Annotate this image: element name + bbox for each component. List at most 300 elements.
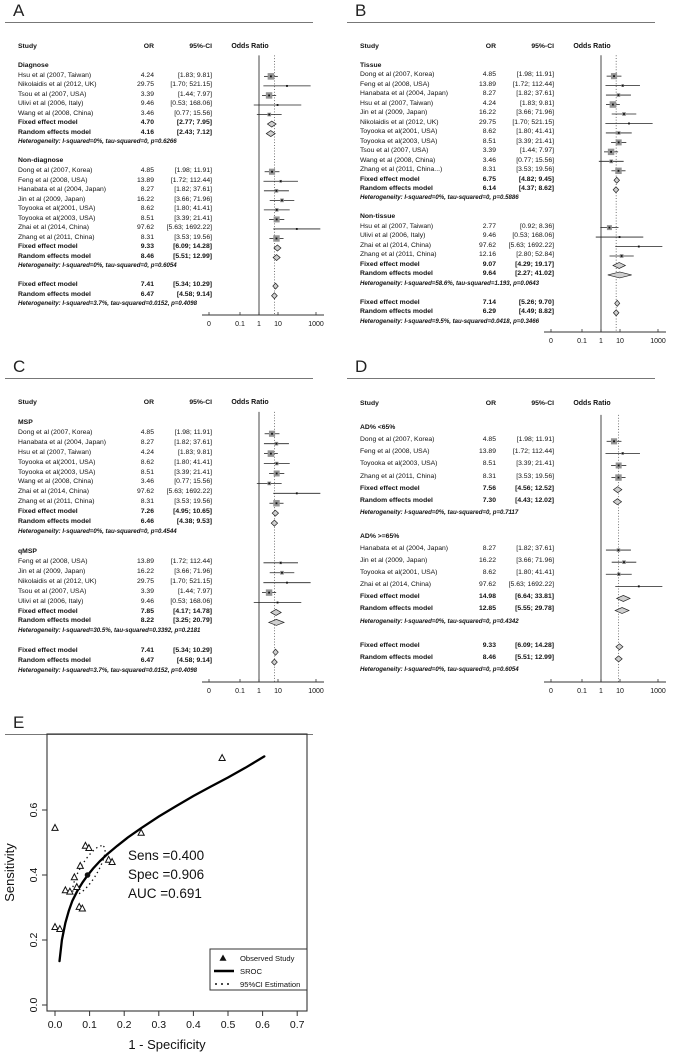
forest-panel-c — [0, 356, 342, 712]
forest-panel-a — [0, 0, 342, 356]
ci-value: [6.64; 33.81] — [515, 593, 554, 601]
summary-diamond — [608, 272, 632, 278]
or-value: 3.39 — [482, 147, 496, 155]
heterogeneity-note: Heterogeneity: I-squared=0%, tau-squared=0, p=0.7117 — [360, 508, 519, 516]
summary-diamond — [271, 520, 277, 526]
ci-value: [1.83; 9.81] — [177, 448, 212, 456]
forest-plot-area — [202, 42, 334, 337]
study-point — [277, 602, 279, 604]
group-label: Tissue — [360, 61, 382, 69]
axis-tick-label: 0.1 — [235, 321, 245, 328]
study-point — [612, 104, 614, 106]
study-point — [268, 114, 270, 116]
col-header-ci: 95%-CI — [189, 43, 212, 50]
col-header-study: Study — [18, 399, 37, 406]
study-label: Fixed effect model — [360, 484, 420, 492]
col-header-or: OR — [485, 400, 496, 407]
ci-value: [1.70; 521.15] — [170, 81, 212, 89]
study-point — [276, 443, 278, 445]
sroc-panel-e — [0, 712, 400, 1060]
study-label: Random effects model — [18, 252, 91, 260]
or-value: 8.51 — [140, 468, 154, 476]
forest-plot-area — [544, 42, 676, 354]
or-value: 6.46 — [140, 518, 154, 526]
heterogeneity-note: Heterogeneity: I-squared=0%, tau-squared=0, p=0.5886 — [360, 194, 519, 202]
axis-tick-label: 0.1 — [577, 338, 587, 345]
axis-tick-label: 10 — [616, 338, 624, 345]
summary-diamond — [273, 649, 278, 655]
study-label: Toyooka et al(2003, USA) — [360, 460, 438, 468]
group-label: Non-diagnose — [18, 157, 64, 165]
or-value: 29.75 — [136, 577, 154, 585]
study-label: Hanabata et al (2004, Japan) — [18, 186, 107, 194]
ci-value: [3.39; 21.41] — [516, 460, 554, 468]
ci-value: [3.39; 21.41] — [174, 214, 212, 222]
observed-study-point — [52, 924, 58, 930]
study-point — [286, 582, 288, 584]
heterogeneity-note: Heterogeneity: I-squared=3.7%, tau-squared=0.0152, p=0.4098 — [18, 300, 197, 308]
ci-value: [4.58; 9.14] — [176, 290, 212, 298]
col-header-ci: 95%-CI — [531, 43, 554, 50]
ci-value: [1.80; 41.41] — [516, 128, 554, 136]
or-value: 29.75 — [136, 81, 154, 89]
legend-dots-icon — [215, 983, 217, 985]
y-tick-label: 0.0 — [28, 997, 40, 1013]
study-point — [618, 573, 620, 575]
group-label: Non-tissue — [360, 213, 396, 221]
ci-value: [1.72; 112.44] — [512, 448, 554, 456]
or-value: 8.51 — [140, 214, 154, 222]
study-label: Dong et al (2007, Korea) — [360, 71, 435, 79]
ci-value: [1.98; 11.91] — [516, 436, 554, 444]
study-label: Jin et al (2009, Japan) — [18, 195, 86, 203]
ci-value: [4.49; 8.82] — [518, 308, 554, 316]
or-value: 16.22 — [478, 557, 496, 565]
or-value: 6.75 — [482, 175, 496, 183]
col-header-study: Study — [360, 400, 379, 407]
axis-tick-label: 1 — [257, 321, 261, 328]
ci-value: [4.56; 12.52] — [515, 484, 554, 492]
ci-value: [3.66; 71.96] — [174, 567, 212, 575]
or-value: 3.39 — [140, 90, 154, 98]
panel-e-letter: E — [13, 713, 25, 732]
ci-value: [1.70; 521.15] — [512, 118, 554, 126]
heterogeneity-note: Heterogeneity: I-squared=0%, tau-squared=0, p=0.6054 — [18, 262, 177, 270]
axis-tick-label: 1000 — [308, 688, 324, 695]
ci-value: [1.98; 11.91] — [174, 166, 212, 174]
ci-value: [5.34; 10.29] — [173, 281, 212, 289]
x-tick-label: 0.0 — [47, 1019, 63, 1031]
stats-annotation: Spec =0.906 — [128, 867, 205, 882]
study-label: Toyooka et al(2001, USA) — [18, 458, 96, 466]
x-tick-label: 0.6 — [255, 1019, 270, 1031]
study-label: Fixed effect model — [18, 119, 78, 127]
study-label: Nikolaidis et al (2012, UK) — [18, 577, 97, 585]
or-value: 8.27 — [482, 545, 496, 553]
study-point — [268, 592, 270, 594]
ci-value: [1.82; 37.61] — [174, 438, 212, 446]
study-label: Wang et al (2008, China) — [18, 478, 94, 486]
ci-value: [1.82; 37.61] — [516, 545, 554, 553]
or-value: 4.85 — [482, 71, 496, 79]
or-value: 97.62 — [478, 581, 496, 589]
or-value: 8.31 — [482, 166, 496, 174]
panel-d-letter: D — [355, 357, 368, 376]
study-label: Feng et al (2008, USA) — [360, 448, 430, 456]
or-value: 8.31 — [140, 233, 154, 241]
summary-diamond — [613, 499, 621, 505]
or-value: 4.85 — [140, 166, 154, 174]
or-value: 13.89 — [136, 176, 154, 184]
or-value: 13.89 — [478, 448, 496, 456]
study-label: Hsu et al (2007, Taiwan) — [360, 99, 434, 107]
or-value: 97.62 — [136, 224, 154, 232]
study-label: Fixed effect model — [18, 281, 78, 289]
x-tick-label: 0.2 — [116, 1019, 132, 1031]
or-value: 3.46 — [140, 478, 154, 486]
ci-value: [4.58; 9.14] — [176, 657, 212, 665]
study-label: Hanabata et al (2004, Japan) — [360, 90, 449, 98]
ci-value: [6.09; 14.28] — [173, 243, 212, 251]
or-value: 4.85 — [482, 436, 496, 444]
axis-tick-label: 10 — [274, 688, 282, 695]
study-point — [276, 463, 278, 465]
ci-value: [4.38; 9.53] — [176, 518, 212, 526]
or-value: 14.98 — [478, 593, 496, 601]
study-label: Zhai et al (2014, China) — [360, 241, 432, 249]
axis-tick-label: 0.1 — [235, 688, 245, 695]
study-label: Fixed effect model — [360, 593, 420, 601]
or-value: 4.16 — [140, 128, 154, 136]
summary-diamond — [273, 283, 278, 289]
study-point — [296, 228, 298, 230]
study-label: Tsou et al (2007, USA) — [360, 147, 429, 155]
or-value: 9.46 — [140, 597, 154, 605]
or-value: 9.64 — [482, 270, 496, 278]
panel-e-plot — [0, 712, 400, 1060]
study-label: Random effects model — [18, 518, 91, 526]
study-label: Random effects model — [18, 290, 91, 298]
or-value: 9.46 — [140, 100, 154, 108]
study-point — [276, 238, 278, 240]
axis-tick-label: 1 — [599, 688, 603, 695]
or-value: 7.41 — [140, 647, 154, 655]
ci-value: [5.63; 1692.22] — [166, 224, 212, 232]
ci-value: [3.66; 71.96] — [516, 557, 554, 565]
study-label: Hanabata et al (2004, Japan) — [360, 545, 449, 553]
or-value: 7.14 — [482, 298, 496, 306]
heterogeneity-note: Heterogeneity: I-squared=58.6%, tau-squared=1.193, p=0.0643 — [360, 279, 539, 287]
study-point — [609, 227, 611, 229]
ci-value: [4.37; 8.62] — [518, 185, 554, 192]
study-point — [610, 151, 612, 153]
axis-tick-label: 0 — [207, 688, 211, 695]
study-label: Toyooka et al(2001, USA) — [18, 205, 96, 213]
study-label: Ulivi et al (2006, Italy) — [360, 232, 426, 240]
or-value: 8.51 — [482, 137, 496, 145]
ci-value: [3.39; 21.41] — [174, 468, 212, 476]
ci-value: [1.82; 37.61] — [516, 90, 554, 98]
study-point — [268, 482, 270, 484]
ci-value: [0.53; 168.06] — [170, 100, 212, 108]
study-point — [638, 585, 640, 587]
or-value: 6.29 — [482, 308, 496, 316]
study-label: Toyooka et al(2003, USA) — [18, 468, 96, 476]
or-value: 9.46 — [482, 232, 496, 240]
ci-value: [1.82; 37.61] — [174, 186, 212, 194]
summary-diamond — [272, 293, 278, 299]
study-label: Hsu et al (2007, Taiwan) — [18, 448, 92, 456]
panel-c-letter: C — [13, 357, 26, 376]
ci-value: [4.95; 10.65] — [173, 508, 212, 516]
group-label: AD% <65% — [360, 424, 396, 432]
ci-value: [6.09; 14.28] — [515, 641, 554, 649]
ci-value: [4.82; 9.45] — [518, 175, 554, 183]
study-point — [268, 95, 270, 97]
legend-dots-icon — [221, 983, 223, 985]
study-label: Fixed effect model — [18, 243, 78, 251]
stats-annotation: Sens =0.400 — [128, 848, 205, 863]
summary-diamond — [614, 487, 622, 493]
forest-plot-area — [544, 398, 676, 704]
group-label: Diagnose — [18, 62, 49, 70]
study-point — [270, 453, 272, 455]
study-label: Feng et al (2008, USA) — [360, 80, 430, 88]
observed-study-point — [71, 874, 77, 880]
study-label: Ulivi et al (2006, Italy) — [18, 100, 84, 108]
group-label: qMSP — [18, 547, 37, 555]
study-label: Random effects model — [360, 605, 433, 613]
ci-value: [5.63; 1692.22] — [508, 581, 554, 589]
summary-diamond — [616, 644, 623, 650]
x-tick-label: 0.5 — [220, 1019, 236, 1031]
study-point — [276, 473, 278, 475]
axis-tick-label: 0.1 — [577, 688, 587, 695]
study-label: Zhai et al (2014, China) — [360, 581, 432, 589]
or-value: 13.89 — [478, 80, 496, 88]
ci-value: [1.80; 41.41] — [174, 458, 212, 466]
or-value: 8.27 — [140, 438, 154, 446]
study-point — [271, 171, 273, 173]
study-label: Ulivi et al (2006, Italy) — [18, 597, 84, 605]
study-label: Random effects model — [18, 617, 91, 625]
or-value: 13.89 — [136, 557, 154, 565]
axis-tick-label: 0 — [207, 321, 211, 328]
study-label: Feng et al (2008, USA) — [18, 557, 88, 565]
study-label: Zhang et al (2011, China) — [18, 498, 95, 506]
summary-diamond — [271, 609, 281, 615]
or-value: 29.75 — [478, 118, 496, 126]
summary-diamond — [272, 659, 278, 665]
study-label: Wang et al (2008, China) — [360, 156, 436, 164]
col-header-or: OR — [143, 43, 154, 50]
or-value: 3.46 — [482, 156, 496, 164]
study-label: Jin et al (2009, Japan) — [360, 557, 428, 565]
summary-diamond — [272, 510, 278, 516]
ci-value: [1.72; 112.44] — [170, 557, 212, 565]
axis-tick-label: 10 — [616, 688, 624, 695]
study-point — [623, 113, 625, 115]
study-label: Fixed effect model — [18, 607, 78, 615]
study-point — [270, 75, 272, 77]
study-point — [618, 142, 620, 144]
or-value: 8.31 — [482, 472, 496, 480]
or-value: 8.62 — [140, 205, 154, 213]
heterogeneity-note: Heterogeneity: I-squared=0%, tau-squared=0, p=0.4544 — [18, 528, 177, 536]
study-point — [623, 561, 625, 563]
study-point — [618, 170, 620, 172]
study-label: Wang et al (2008, China) — [18, 109, 94, 117]
observed-study-point — [219, 755, 225, 761]
col-header-study: Study — [360, 43, 379, 50]
ci-value: [3.53; 19.56] — [516, 166, 554, 174]
ci-value: [0.77; 15.56] — [174, 478, 212, 486]
axis-tick-label: 0 — [549, 338, 553, 345]
or-value: 7.56 — [482, 484, 496, 492]
study-label: Dong et al (2007, Korea) — [360, 436, 435, 444]
heterogeneity-note: Heterogeneity: I-squared=9.5%, tau-squared=0.0418, p=0.3466 — [360, 317, 539, 325]
or-value: 97.62 — [478, 241, 496, 249]
study-label: Jin et al (2009, Japan) — [18, 567, 86, 575]
study-label: Hsu et al (2007, Taiwan) — [360, 222, 434, 230]
study-label: Nikolaidis et al (2012, UK) — [360, 118, 439, 126]
y-axis-title: Sensitivity — [2, 843, 17, 902]
study-label: Hsu et al (2007, Taiwan) — [18, 71, 92, 79]
ci-value: [5.63; 1692.22] — [166, 488, 212, 496]
or-value: 6.14 — [482, 185, 496, 192]
summary-diamond — [613, 187, 619, 193]
ci-value: [1.80; 41.41] — [516, 569, 554, 577]
study-label: Random effects model — [360, 270, 433, 278]
study-point — [618, 549, 620, 551]
or-value: 16.22 — [478, 109, 496, 117]
study-label: Tsou et al (2007, USA) — [18, 90, 87, 98]
study-label: Fixed effect model — [360, 641, 420, 649]
ci-value: [5.55; 29.78] — [515, 605, 554, 613]
study-label: Fixed effect model — [18, 508, 78, 516]
study-point — [286, 85, 288, 87]
study-point — [622, 85, 624, 87]
or-value: 6.47 — [140, 657, 154, 665]
study-label: Fixed effect model — [360, 260, 420, 268]
ci-value: [0.92; 8.36] — [519, 222, 554, 230]
study-label: Zhang et al (2011, China) — [360, 472, 437, 480]
legend-label: 95%CI Estimation — [240, 979, 301, 989]
study-label: Dong et al (2007, Korea) — [18, 166, 93, 174]
study-point — [621, 255, 623, 257]
ci-value: [3.25; 20.79] — [173, 617, 212, 625]
ci-value: [2.43; 7.12] — [176, 128, 212, 136]
summary-diamond — [613, 310, 619, 316]
study-point — [618, 132, 620, 134]
study-label: Zhang et al (2011, China) — [18, 233, 95, 241]
ci-value: [5.63; 1692.22] — [508, 241, 554, 249]
forest-panel-d — [342, 356, 684, 712]
ci-value: [4.43; 12.02] — [515, 496, 554, 504]
plot-column-header: Odds Ratio — [231, 43, 269, 50]
or-value: 7.41 — [140, 281, 154, 289]
study-label: Zhai et al (2014, China) — [18, 224, 90, 232]
plot-column-header: Odds Ratio — [573, 43, 611, 50]
summary-diamond — [615, 300, 620, 306]
or-value: 4.24 — [140, 71, 154, 79]
study-point — [619, 236, 621, 238]
or-value: 2.77 — [482, 222, 496, 230]
study-point — [613, 440, 615, 442]
plot-column-header: Odds Ratio — [231, 399, 269, 406]
summary-diamond — [266, 131, 275, 137]
x-tick-label: 0.3 — [151, 1019, 167, 1031]
or-value: 8.27 — [140, 186, 154, 194]
study-label: Fixed effect model — [360, 175, 420, 183]
study-point — [618, 465, 620, 467]
ci-value: [1.83; 9.81] — [177, 71, 212, 79]
study-point — [628, 123, 630, 125]
or-value: 6.47 — [140, 290, 154, 298]
ci-value: [1.80; 41.41] — [174, 205, 212, 213]
study-label: Toyooka et al(2003, USA) — [18, 214, 96, 222]
col-header-ci: 95%-CI — [189, 399, 212, 406]
study-label: Toyooka et al(2001, USA) — [360, 128, 438, 136]
summary-operating-point — [85, 872, 91, 878]
summary-diamond — [615, 608, 629, 614]
study-point — [296, 492, 298, 494]
or-value: 8.62 — [482, 569, 496, 577]
or-value: 3.39 — [140, 587, 154, 595]
observed-study-point — [52, 824, 58, 830]
ci-value: [4.29; 19.17] — [515, 260, 554, 268]
panel-b-plot — [342, 0, 684, 356]
x-tick-label: 0.7 — [289, 1019, 305, 1031]
study-point — [281, 572, 283, 574]
forest-panel-b — [342, 0, 684, 356]
ci-value: [3.39; 21.41] — [516, 137, 554, 145]
study-label: Zhang et al (2011, China...) — [360, 166, 443, 174]
legend-label: Observed Study — [240, 953, 295, 963]
summary-diamond — [614, 177, 620, 183]
ci-value: [1.44; 7.97] — [519, 147, 554, 155]
study-label: Feng et al (2008, USA) — [18, 176, 88, 184]
axis-tick-label: 1 — [599, 338, 603, 345]
group-label: AD% >=65% — [360, 532, 400, 540]
summary-diamond — [613, 262, 625, 268]
or-value: 7.26 — [140, 508, 154, 516]
study-point — [277, 104, 279, 106]
or-value: 8.62 — [482, 128, 496, 136]
ci-value: [1.44; 7.97] — [177, 587, 212, 595]
ci-value: [2.80; 52.84] — [516, 251, 554, 259]
study-label: Fixed effect model — [18, 647, 78, 655]
study-point — [276, 219, 278, 221]
study-point — [276, 190, 278, 192]
heterogeneity-note: Heterogeneity: I-squared=0%, tau-squared=0, p=0.6266 — [18, 138, 177, 146]
ci-value: [5.26; 9.70] — [518, 298, 554, 306]
ci-value: [1.83; 9.81] — [519, 99, 554, 107]
ci-value: [0.53; 168.06] — [512, 232, 554, 240]
ci-value: [0.77; 15.56] — [516, 156, 554, 164]
or-value: 8.22 — [140, 617, 154, 625]
axis-tick-label: 10 — [274, 321, 282, 328]
or-value: 7.85 — [140, 607, 154, 615]
legend-dots-icon — [227, 983, 229, 985]
or-value: 8.46 — [140, 252, 154, 260]
study-point — [618, 94, 620, 96]
study-point — [618, 477, 620, 479]
summary-diamond — [273, 255, 280, 261]
ci-value: [0.53; 168.06] — [170, 597, 212, 605]
or-value: 8.27 — [482, 90, 496, 98]
study-label: Random effects model — [18, 128, 91, 136]
